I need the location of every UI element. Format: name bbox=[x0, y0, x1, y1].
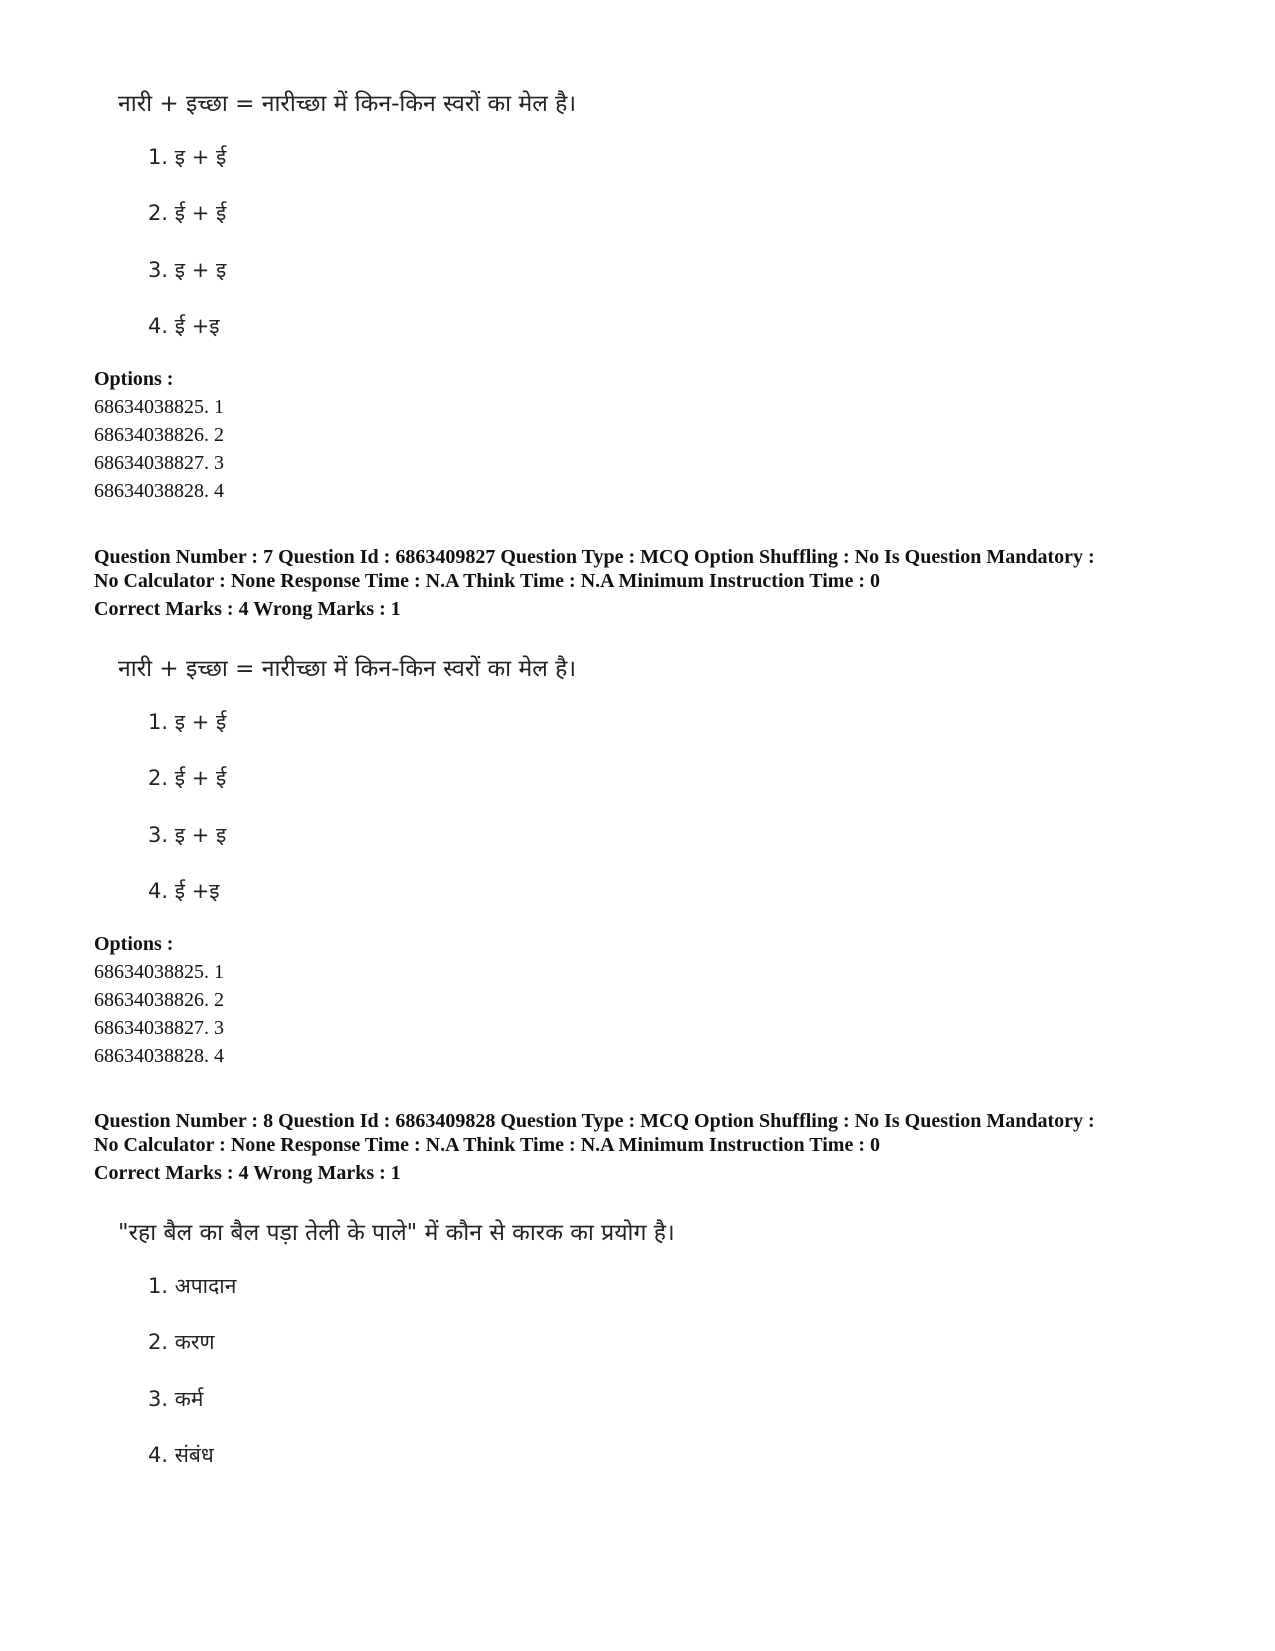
option-line: 68634038828. 4 bbox=[94, 1045, 224, 1067]
choice-1: 1. अपादान bbox=[148, 1274, 237, 1298]
choice-4: 4. ई +इ bbox=[148, 314, 220, 338]
choice-4: 4. ई +इ bbox=[148, 879, 220, 903]
question-text: "रहा बैल का बैल पड़ा तेली के पाले" में कौन से कारक का प्रयोग है। bbox=[118, 1220, 675, 1246]
choice-1: 1. इ + ई bbox=[148, 145, 227, 169]
option-line: 68634038826. 2 bbox=[94, 989, 224, 1011]
choice-3: 3. इ + इ bbox=[148, 823, 227, 847]
question-marks: Correct Marks : 4 Wrong Marks : 1 bbox=[94, 598, 401, 620]
option-line: 68634038828. 4 bbox=[94, 480, 224, 502]
choice-2: 2. करण bbox=[148, 1330, 215, 1354]
question-header-line1: Question Number : 8 Question Id : 6863409828 Question Type : MCQ Option Shuffling : No Is Question Mandatory : bbox=[94, 1110, 1095, 1132]
choice-3: 3. इ + इ bbox=[148, 258, 227, 282]
choice-2: 2. ई + ई bbox=[148, 766, 227, 790]
options-label: Options : bbox=[94, 368, 174, 390]
choice-2: 2. ई + ई bbox=[148, 201, 227, 225]
question-header-line1: Question Number : 7 Question Id : 6863409827 Question Type : MCQ Option Shuffling : No Is Question Mandatory : bbox=[94, 546, 1095, 568]
choice-1: 1. इ + ई bbox=[148, 710, 227, 734]
option-line: 68634038827. 3 bbox=[94, 452, 224, 474]
option-line: 68634038826. 2 bbox=[94, 424, 224, 446]
option-line: 68634038827. 3 bbox=[94, 1017, 224, 1039]
question-text: नारी + इच्छा = नारीच्छा में किन-किन स्वरों का मेल है। bbox=[118, 656, 577, 682]
options-label: Options : bbox=[94, 933, 174, 955]
question-marks: Correct Marks : 4 Wrong Marks : 1 bbox=[94, 1162, 401, 1184]
option-line: 68634038825. 1 bbox=[94, 396, 224, 418]
choice-4: 4. संबंध bbox=[148, 1443, 214, 1467]
option-line: 68634038825. 1 bbox=[94, 961, 224, 983]
choice-3: 3. कर्म bbox=[148, 1387, 204, 1411]
question-text: नारी + इच्छा = नारीच्छा में किन-किन स्वरों का मेल है। bbox=[118, 91, 577, 117]
question-header-line2: No Calculator : None Response Time : N.A Think Time : N.A Minimum Instruction Time : 0 bbox=[94, 1134, 880, 1156]
question-header-line2: No Calculator : None Response Time : N.A Think Time : N.A Minimum Instruction Time : 0 bbox=[94, 570, 880, 592]
